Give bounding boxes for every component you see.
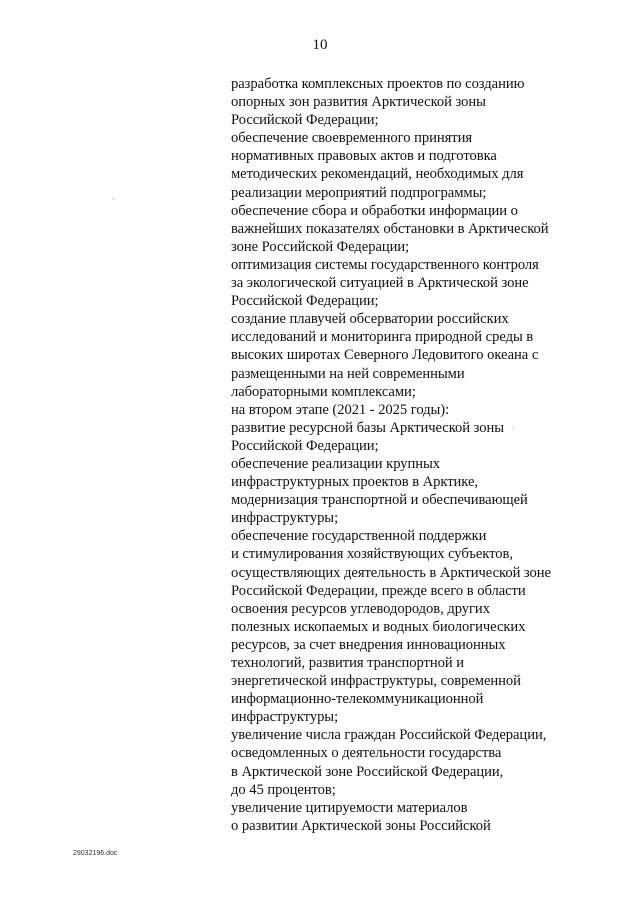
text-line: высоких широтах Северного Ледовитого океана с	[231, 347, 539, 364]
text-line: полезных ископаемых и водных биологических	[231, 618, 526, 635]
text-line: инфраструктурных проектов в Арктике,	[231, 474, 479, 491]
text-line: энергетической инфраструктуры, современной	[231, 673, 521, 690]
text-line: опорных зон развития Арктической зоны	[231, 94, 486, 111]
text-line: размещенными на ней современными	[231, 365, 465, 382]
body-text	[231, 75, 591, 835]
text-line: за экологической ситуацией в Арктической зоне	[231, 275, 529, 292]
text-line: лабораторными комплексами;	[231, 383, 416, 400]
text-line: Российской Федерации;	[231, 112, 379, 129]
text-line: методических рекомендаций, необходимых для	[231, 166, 524, 183]
text-line: на втором этапе (2021 - 2025 годы):	[231, 401, 450, 418]
text-line: Российской Федерации;	[231, 437, 379, 454]
footer-filename: 29032196.doc	[73, 850, 118, 857]
text-line: инфраструктуры;	[231, 510, 339, 527]
text-line: Российской Федерации, прежде всего в области	[231, 582, 526, 599]
text-line: создание плавучей обсерватории российских	[231, 311, 509, 328]
text-line: исследований и мониторинга природной среды в	[231, 329, 534, 346]
text-line: обеспечение сбора и обработки информации о	[231, 202, 518, 219]
text-line: о развитии Арктической зоны Российской	[231, 817, 491, 834]
text-line: Российской Федерации;	[231, 293, 379, 310]
text-line: обеспечение реализации крупных	[231, 455, 441, 472]
text-line: в Арктической зоне Российской Федерации,	[231, 763, 504, 780]
text-line: разработка комплексных проектов по созданию	[231, 76, 525, 92]
text-line: и стимулирования хозяйствующих субъектов,	[231, 546, 513, 563]
text-line: увеличение цитируемости материалов	[231, 799, 468, 816]
scan-speck	[513, 427, 514, 428]
text-line: увеличение числа граждан Российской Федерации,	[231, 727, 547, 744]
text-line: осуществляющих деятельность в Арктической зоне	[231, 564, 551, 581]
text-line: обеспечение государственной поддержки	[231, 528, 487, 545]
page-number: 10	[312, 37, 328, 53]
text-line: реализации мероприятий подпрограммы;	[231, 184, 487, 201]
text-line: нормативных правовых актов и подготовка	[231, 148, 497, 165]
text-line: модернизация транспортной и обеспечивающей	[231, 492, 528, 509]
text-line: инфраструктуры;	[231, 709, 339, 726]
text-line: важнейших показателях обстановки в Арктической	[231, 220, 549, 237]
text-line: обеспечение своевременного принятия	[231, 130, 473, 147]
text-line: развитие ресурсной базы Арктической зоны	[231, 419, 505, 436]
text-line: осведомленных о деятельности государства	[231, 745, 502, 762]
text-line: оптимизация системы государственного контроля	[231, 256, 539, 273]
text-line: зоне Российской Федерации;	[231, 238, 410, 255]
text-line: ресурсов, за счет внедрения инновационных	[231, 636, 506, 653]
scan-speck	[113, 198, 114, 199]
text-line: информационно-телекоммуникационной	[231, 691, 484, 708]
text-line: освоения ресурсов углеводородов, других	[231, 600, 490, 617]
text-line: технологий, развития транспортной и	[231, 655, 464, 671]
text-line: до 45 процентов;	[231, 781, 336, 798]
